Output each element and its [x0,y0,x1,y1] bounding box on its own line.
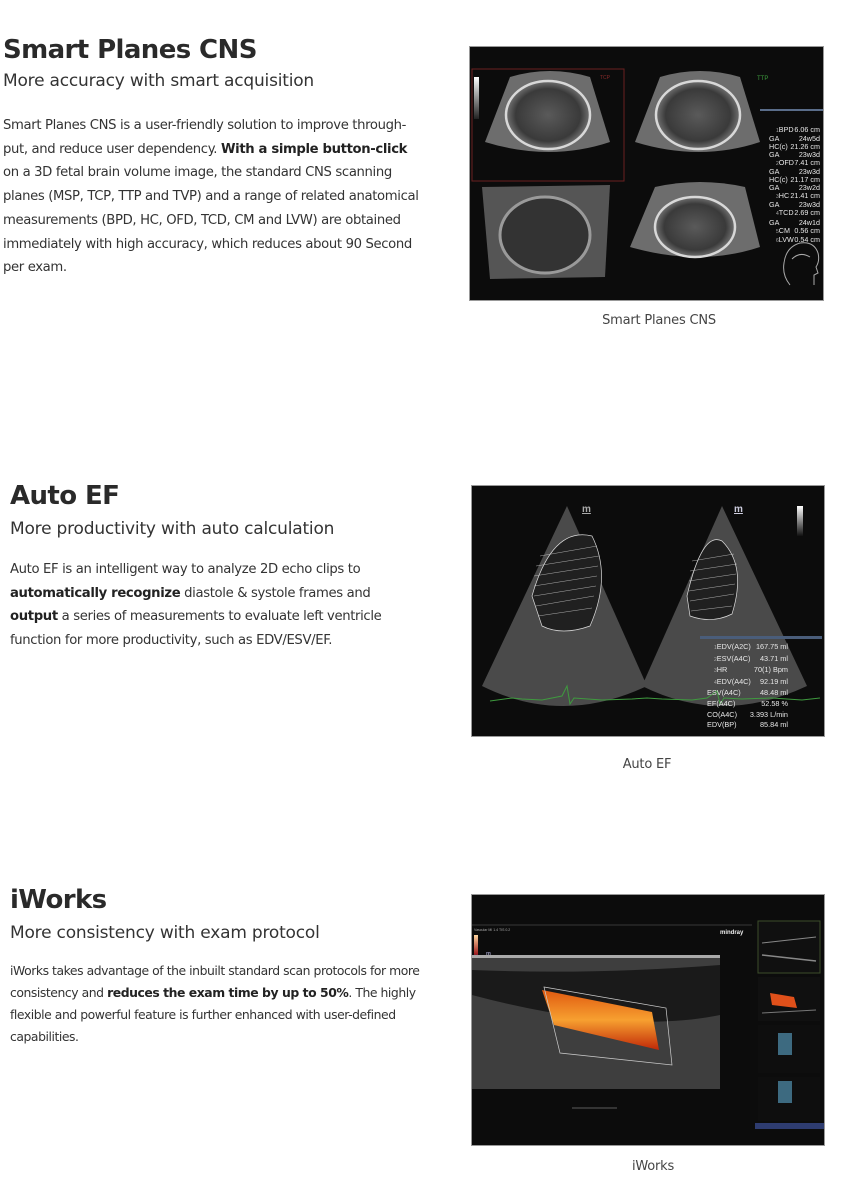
body-text: . The highly flexible and powerful feature is further enhanced with user-defined capabilities. [10,985,416,1044]
measurement-name: EF(A4C) [707,698,736,708]
measurement-value: 0.54 cm [794,234,820,244]
measurement-value: 6.06 cm [794,125,820,134]
measurement-name: 2OFD [762,159,794,168]
section-title: Auto EF [10,481,120,511]
body-text: iWorks takes advantage of the inbuilt standard scan protocols for more consistency and [10,963,420,1000]
measurement-value: 7.41 cm [794,158,820,168]
brand-mark: m [734,504,743,515]
measurement-value: 23w3d [798,150,820,160]
skin-line [472,955,720,958]
measurement-name: 1BPD [762,126,794,135]
measurement-value: 24w5d [798,134,820,144]
plane-label-green: TTP [757,76,769,82]
body-text: Auto EF is an intelligent way to analyze 2D echo clips to [10,562,361,577]
measurement-name: 1EDV(A2C) [700,642,751,654]
measurement-index: 3 [714,668,717,675]
measurement-name: 5CM [762,227,790,236]
measurement-name: 3HR [700,665,727,677]
measurement-value: 92.19 ml [760,676,788,686]
thumbnail-1 [758,921,820,973]
measurement-index: 1 [776,128,779,134]
measurement-value: 3.393 L/min [749,709,788,719]
measurement-index: 4 [776,211,779,218]
measurement-name: 4TCD [762,209,794,218]
measurement-value: 21.17 cm [790,175,820,185]
measurement-value: 70(1) Bpm [753,665,788,675]
placeholder-icon-3 [778,1033,792,1055]
brand-mark: m [486,951,491,957]
measurement-name: GA [769,167,780,177]
section-title: Smart Planes CNS [3,35,257,65]
measurement-value: 48.48 ml [760,688,788,698]
figure-caption: Auto EF [622,757,672,772]
body-emphasis: automatically recognize [10,585,181,601]
measurement-name: GA [769,134,780,144]
measurement-name: GA [769,217,780,227]
body-text: diastole & systole frames and [180,585,371,601]
body-emphasis: With a simple button-click [220,141,408,157]
figure-caption: Smart Planes CNS [602,313,716,328]
body-emphasis: output [10,609,58,625]
section-subtitle: More accuracy with smart acquisition [3,71,315,91]
measurement-name: GA [769,150,780,160]
measurement-name: EDV(BP) [707,720,737,730]
measurement-value: 21.41 cm [790,191,820,201]
measurement-value: 23w2d [798,183,820,193]
measurement-name: GA [769,183,780,193]
measurement-index: 3 [776,194,779,201]
body-text: a series of measurements to evaluate left ventricle function for more productivity, such as EDV/ESV/EF. [10,609,382,649]
body-text: Smart Planes CNS is a user-friendly solution to improve through-put, and reduce user dependency. [3,118,407,157]
measurement-value: 2.69 cm [794,208,820,218]
section-subtitle: More productivity with auto calculation [10,519,335,539]
measurement-value: 52.58 % [761,698,788,708]
measurement-name: HC(c) [769,142,788,152]
measurement-value: 23w3d [798,200,820,210]
section-title: iWorks [10,885,107,915]
brand-mark: m [582,504,591,515]
brand-logo: mindray [720,930,744,936]
measurement-name: 6LVW [762,236,794,245]
measurement-name: 3HC [762,192,789,201]
section-subtitle: More consistency with exam protocol [10,923,320,943]
protocol-toolbar [755,1123,824,1129]
measurement-index: 5 [776,228,779,235]
plane-label-red: TCP [600,75,610,81]
placeholder-icon-4 [778,1081,792,1103]
figure-caption: iWorks [631,1159,675,1174]
measurement-index: 2 [714,656,717,663]
measurement-name: GA [769,200,780,210]
scan-params: Vascular MI 1.4 TIS 0.2 [474,928,511,932]
section-body [10,960,420,1048]
measurement-index: 2 [776,161,779,168]
measurement-value: 167.75 ml [755,642,788,651]
measurement-value: 21.26 cm [790,142,820,152]
measurement-value: 85.84 ml [760,720,788,730]
measurement-index: 6 [776,237,779,244]
measurement-name: HC(c) [769,175,788,185]
section-text [10,884,440,1048]
measurement-value: 43.71 ml [760,653,788,663]
ultrasound-image-iworks [471,894,825,1146]
measurement-name: 4EDV(A4C) [700,677,751,689]
measurement-value: 0.56 cm [794,225,820,235]
color-doppler-illustration [472,895,824,1145]
measurement-index: 1 [714,645,717,651]
body-text: on a 3D fetal brain volume image, the standard CNS scanning planes (MSP, TCP, TTP and TVP) and a range of related anatomical measurements (BPD, HC, OFD, TCD, CM and LVW) are obtained immediately with high accuracy, which reduces about 90 Second per exam. [3,165,419,276]
measurement-name: ESV(A4C) [707,688,741,698]
measurement-value: 23w3d [798,167,820,177]
measurement-name: 2ESV(A4C) [700,654,750,666]
measurement-name: CO(A4C) [707,709,737,719]
measurement-index: 4 [714,679,717,686]
body-emphasis: reduces the exam time by up to 50% [107,985,349,1000]
measurement-value: 24w1d [798,217,820,227]
